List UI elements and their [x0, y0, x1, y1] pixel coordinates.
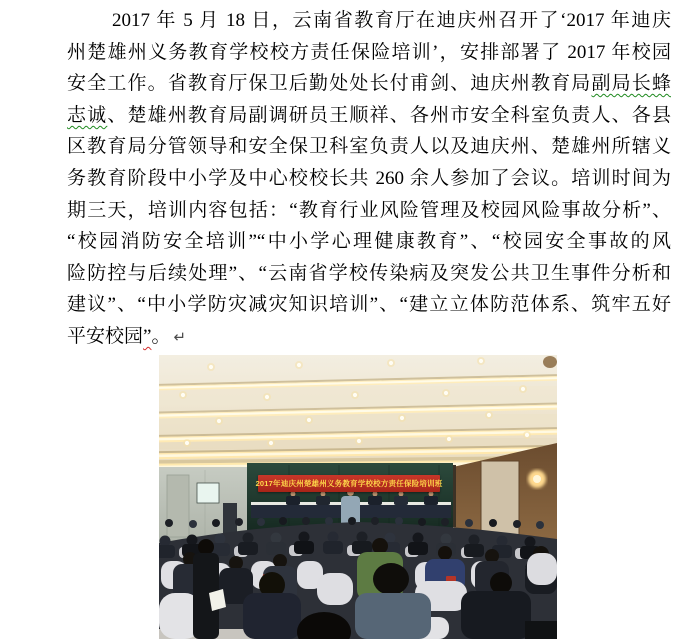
text-segment: 副局长蜂 — [591, 73, 671, 95]
conference-photo — [159, 355, 557, 639]
text-line — [67, 258, 671, 290]
text-segment: 务教育阶段中小学及中心校校长共 260 余人参加了会议。培训时间为 — [67, 167, 671, 189]
text-segment: 2017 年 5 月 18 日，云南省教育厅在迪庆州召开了‘2017 年迪庆 — [112, 10, 671, 31]
banner-text: 2017年迪庆州楚雄州义务教育学校校方责任保险培训班 — [255, 479, 443, 488]
text-segment: 期三天，培训内容包括：“教育行业风险管理及校园风险事故分析”、 — [67, 199, 671, 221]
conference-photo-art — [159, 355, 557, 639]
text-line — [67, 68, 671, 100]
wall-screen — [197, 483, 219, 503]
audience — [159, 517, 557, 639]
text-segment: ” — [143, 325, 152, 347]
text-segment: 、楚雄州教育局副调研员王顺祥、各州市安全科室负责人、各县 — [107, 104, 671, 126]
text-line — [67, 131, 671, 163]
text-segment: 险防控与后续处理”、“云南省学校传染病及突发公共卫生事件分析和 — [67, 262, 671, 284]
paragraph — [67, 5, 671, 353]
text-segment: 。 — [151, 325, 171, 347]
text-line — [67, 5, 671, 37]
text-segment: 建议”、“中小学防灾减灾知识培训”、“建立立体防范体系、筑牢五好 — [67, 294, 671, 316]
text-line — [67, 37, 671, 69]
text-segment: 志诚 — [67, 104, 108, 126]
text-line — [67, 321, 671, 353]
text-segment: 州楚雄州义务教育学校校方责任保险培训’，安排部署了 2017 年校园 — [67, 41, 671, 63]
text-segment: 平安校园 — [67, 325, 144, 347]
text-line — [67, 289, 671, 321]
text-segment: 区教育局分管领导和安全保卫科室负责人以及迪庆州、楚雄州所辖义 — [67, 136, 671, 158]
text-line — [67, 100, 671, 132]
text-segment: 安全工作。省教育厅保卫后勤处处长付甫剑、迪庆州教育局 — [67, 73, 592, 95]
text-segment: “校园消防安全培训”“中小学心理健康教育”、“校园安全事故的风 — [67, 231, 671, 253]
text-line — [67, 226, 671, 258]
text-line — [67, 163, 671, 195]
paragraph-mark: ↵ — [173, 327, 187, 346]
text-line — [67, 195, 671, 227]
banner — [255, 475, 443, 492]
